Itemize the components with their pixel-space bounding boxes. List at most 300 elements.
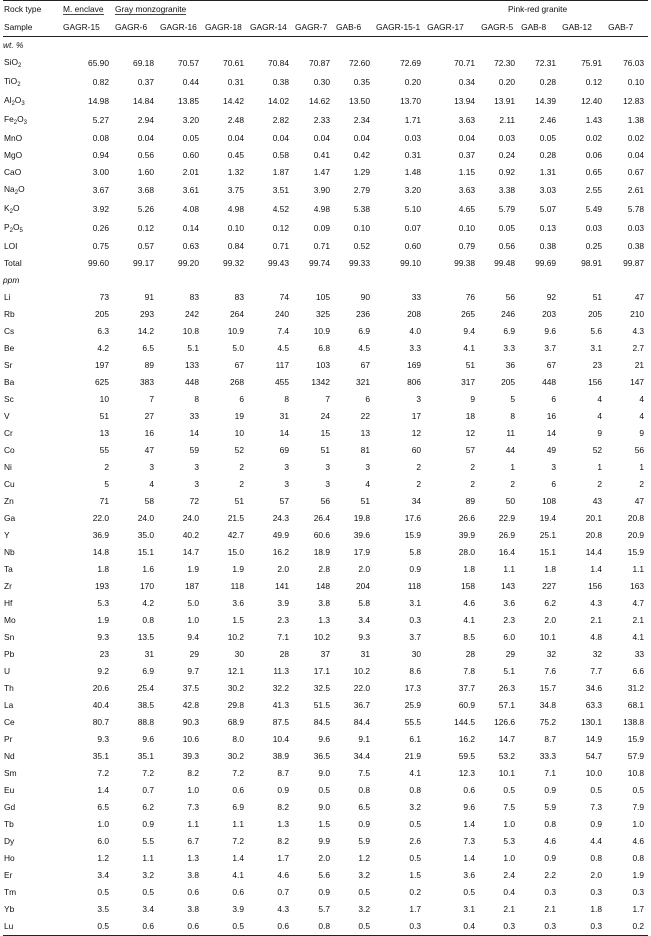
- value-cell: 12.3: [458, 768, 476, 778]
- table-row: [3, 816, 648, 833]
- value-cell: 33: [189, 411, 199, 421]
- value-cell: 36.9: [92, 530, 109, 540]
- value-cell: 9.6: [544, 326, 557, 336]
- value-cell: 2.1: [503, 904, 516, 914]
- value-cell: 6.2: [142, 802, 154, 812]
- value-cell: 99.69: [535, 258, 557, 268]
- table-row: [3, 646, 648, 663]
- value-cell: 0.3: [479, 918, 519, 936]
- value-cell: 0.10: [458, 223, 476, 233]
- value-cell: 9: [470, 394, 476, 404]
- value-cell: 0.6: [187, 887, 199, 897]
- value-cell: 4: [597, 394, 603, 404]
- value-cell: 2: [639, 479, 645, 489]
- value-cell: 5.6: [590, 326, 603, 336]
- value-cell: 52: [234, 445, 244, 455]
- value-cell: 14.42: [223, 96, 244, 106]
- value-cell: 3.20: [404, 185, 422, 195]
- value-cell: 321: [356, 377, 370, 387]
- value-cell: 7.3: [590, 802, 603, 812]
- row-label: CaO: [4, 167, 22, 177]
- row-label: Ga: [4, 513, 16, 523]
- value-cell: 39.9: [458, 530, 476, 540]
- value-cell: 1.6: [142, 564, 154, 574]
- value-cell: 44: [505, 445, 516, 455]
- table-row: [3, 442, 648, 459]
- value-cell: 8.2: [277, 836, 289, 846]
- value-cell: 39.6: [353, 530, 370, 540]
- value-cell: 7.9: [632, 802, 645, 812]
- value-cell: 293: [140, 309, 154, 319]
- value-cell: 0.6: [158, 918, 203, 936]
- value-cell: 1.8: [97, 564, 109, 574]
- value-cell: 9.7: [187, 666, 199, 676]
- rock-type-header-row: [3, 1, 648, 19]
- value-cell: 3.7: [544, 343, 557, 353]
- value-cell: 0.05: [498, 223, 516, 233]
- value-cell: 1: [639, 462, 645, 472]
- value-cell: 0.5: [334, 918, 374, 936]
- value-cell: 0.6: [113, 918, 158, 936]
- value-cell: 58: [144, 496, 154, 506]
- value-cell: 2.8: [318, 564, 330, 574]
- table-row: [3, 219, 648, 238]
- value-cell: 3.4: [358, 615, 370, 625]
- table-row: [3, 867, 648, 884]
- value-cell: 0.84: [227, 241, 244, 251]
- value-cell: 0.5: [409, 853, 422, 863]
- value-cell: 0.04: [458, 133, 476, 143]
- table-row: [3, 425, 648, 442]
- value-cell: 83: [234, 292, 244, 302]
- value-cell: 37: [320, 649, 330, 659]
- value-cell: 0.37: [458, 150, 476, 160]
- value-cell: 20.9: [627, 530, 645, 540]
- value-cell: 0.52: [353, 241, 370, 251]
- value-cell: 8.7: [544, 734, 557, 744]
- sample-header-cell: GAGR-17: [425, 18, 479, 37]
- value-cell: 1: [597, 462, 603, 472]
- value-cell: 103: [316, 360, 330, 370]
- row-label: MnO: [4, 133, 23, 143]
- value-cell: 10.2: [353, 666, 370, 676]
- value-cell: 2: [416, 462, 422, 472]
- value-cell: 2.33: [313, 115, 330, 125]
- value-cell: 99.20: [178, 258, 199, 268]
- row-label: Sr: [4, 360, 13, 370]
- value-cell: 118: [230, 581, 244, 591]
- value-cell: 30.2: [227, 683, 244, 693]
- value-cell: 9.6: [463, 802, 476, 812]
- value-cell: 14: [279, 428, 289, 438]
- value-cell: 8: [194, 394, 199, 404]
- row-label: $Fe_2O_3$: [4, 114, 27, 126]
- table-row: [3, 476, 648, 493]
- value-cell: 2.48: [227, 115, 244, 125]
- value-cell: 4.1: [409, 768, 422, 778]
- row-label: Y: [4, 530, 10, 540]
- value-cell: 1.0: [187, 615, 199, 625]
- value-cell: 0.31: [227, 77, 244, 87]
- value-cell: 1.9: [632, 870, 645, 880]
- value-cell: 30: [411, 649, 422, 659]
- value-cell: 0.20: [404, 77, 422, 87]
- value-cell: 2.79: [353, 185, 370, 195]
- value-cell: 1.4: [97, 785, 109, 795]
- value-cell: 4.2: [97, 343, 109, 353]
- value-cell: 87.5: [272, 717, 289, 727]
- value-cell: 10.1: [498, 768, 516, 778]
- value-cell: 51: [99, 411, 109, 421]
- value-cell: 0.12: [585, 77, 603, 87]
- value-cell: 0.5: [590, 785, 603, 795]
- value-cell: 17.9: [353, 547, 370, 557]
- value-cell: 1.4: [463, 819, 476, 829]
- value-cell: 9.9: [318, 836, 330, 846]
- value-cell: 0.5: [503, 785, 516, 795]
- value-cell: 3.20: [182, 115, 199, 125]
- value-cell: 74: [279, 292, 289, 302]
- value-cell: 20.8: [585, 530, 603, 540]
- value-cell: 8.2: [277, 802, 289, 812]
- value-cell: 7: [149, 394, 154, 404]
- value-cell: 240: [275, 309, 289, 319]
- value-cell: 9: [639, 428, 645, 438]
- value-cell: 51: [592, 292, 603, 302]
- value-cell: 5.1: [187, 343, 199, 353]
- value-cell: 2.01: [182, 167, 199, 177]
- sample-header-cell: GAB-7: [606, 18, 648, 37]
- value-cell: 0.45: [227, 150, 244, 160]
- value-cell: 11.3: [273, 666, 289, 676]
- table-row: [3, 612, 648, 629]
- value-cell: 0.38: [272, 77, 289, 87]
- value-cell: 20.8: [627, 513, 645, 523]
- value-cell: 0.56: [498, 241, 516, 251]
- value-cell: 3.1: [463, 904, 476, 914]
- value-cell: 4: [639, 394, 645, 404]
- value-cell: 22.0: [92, 513, 109, 523]
- row-label: $Al_2O_3$: [4, 95, 25, 107]
- value-cell: 0.12: [272, 223, 289, 233]
- value-cell: 0.4: [425, 918, 479, 936]
- table-row: [3, 54, 648, 73]
- value-cell: 156: [588, 377, 603, 387]
- value-cell: 1.8: [544, 564, 557, 574]
- value-cell: 0.31: [404, 150, 422, 160]
- value-cell: 169: [407, 360, 422, 370]
- sample-header-cell: GAGR-16: [158, 18, 203, 37]
- value-cell: 90: [360, 292, 370, 302]
- row-label: Lu: [3, 918, 61, 936]
- value-cell: 40.2: [182, 530, 199, 540]
- value-cell: 0.8: [632, 853, 645, 863]
- value-cell: 197: [95, 360, 109, 370]
- value-cell: 4.08: [182, 204, 199, 214]
- table-row: [3, 130, 648, 147]
- row-label: Be: [4, 343, 15, 353]
- value-cell: 6.8: [318, 343, 330, 353]
- value-cell: 0.63: [182, 241, 199, 251]
- value-cell: 3.2: [358, 870, 370, 880]
- row-label: Eu: [4, 785, 15, 795]
- value-cell: 0.3: [632, 887, 645, 897]
- value-cell: 56: [634, 445, 645, 455]
- value-cell: 1.7: [409, 904, 422, 914]
- value-cell: 143: [501, 581, 516, 591]
- value-cell: 10: [234, 428, 244, 438]
- table-row: [3, 510, 648, 527]
- value-cell: 12.83: [623, 96, 645, 106]
- value-cell: 69: [279, 445, 289, 455]
- value-cell: 7.8: [463, 666, 476, 676]
- table-row: [3, 493, 648, 510]
- value-cell: 3.2: [142, 870, 154, 880]
- table-row: [3, 111, 648, 130]
- value-cell: 75.91: [581, 58, 603, 68]
- value-cell: 99.87: [623, 258, 645, 268]
- value-cell: 16.2: [458, 734, 476, 744]
- row-label: Cs: [4, 326, 15, 336]
- sample-header-cell: GAB-8: [519, 18, 560, 37]
- section-title: ppm: [3, 275, 20, 285]
- sample-label: Sample: [3, 18, 61, 37]
- row-label: Nd: [4, 751, 15, 761]
- value-cell: 99.33: [349, 258, 370, 268]
- value-cell: 5.26: [137, 204, 154, 214]
- value-cell: 3.9: [277, 598, 289, 608]
- value-cell: 70.87: [309, 58, 330, 68]
- value-cell: 2: [470, 479, 476, 489]
- row-label: LOI: [4, 241, 18, 251]
- value-cell: 1.5: [318, 819, 330, 829]
- value-cell: 3.75: [227, 185, 244, 195]
- value-cell: 8.7: [277, 768, 289, 778]
- value-cell: 13.91: [494, 96, 516, 106]
- value-cell: 0.06: [585, 150, 603, 160]
- value-cell: 5.10: [404, 204, 422, 214]
- value-cell: 6.5: [358, 802, 370, 812]
- value-cell: 1.4: [463, 853, 476, 863]
- value-cell: 2.0: [358, 564, 370, 574]
- row-label: Zr: [4, 581, 12, 591]
- value-cell: 34.8: [539, 700, 557, 710]
- value-cell: 0.7: [142, 785, 154, 795]
- value-cell: 6.3: [97, 326, 109, 336]
- value-cell: 268: [230, 377, 244, 387]
- value-cell: 72.69: [400, 58, 422, 68]
- value-cell: 13: [99, 428, 109, 438]
- value-cell: 25.9: [404, 700, 422, 710]
- value-cell: 205: [501, 377, 516, 387]
- value-cell: 0.28: [539, 150, 557, 160]
- value-cell: 8.6: [409, 666, 422, 676]
- value-cell: 19.4: [539, 513, 557, 523]
- value-cell: 0.2: [606, 918, 648, 936]
- value-cell: 1.29: [353, 167, 370, 177]
- value-cell: 57: [279, 496, 289, 506]
- value-cell: 3.92: [92, 204, 109, 214]
- value-cell: 0.5: [61, 918, 113, 936]
- value-cell: 3.6: [232, 598, 244, 608]
- value-cell: 0.65: [585, 167, 603, 177]
- table-row: [3, 459, 648, 476]
- value-cell: 14.4: [585, 547, 603, 557]
- value-cell: 5.3: [97, 598, 109, 608]
- section-header-row: [3, 37, 648, 55]
- value-cell: 10.2: [227, 632, 244, 642]
- value-cell: 0.71: [313, 241, 330, 251]
- value-cell: 0.10: [353, 223, 370, 233]
- value-cell: 1342: [311, 377, 330, 387]
- value-cell: 0.58: [272, 150, 289, 160]
- value-cell: 0.5: [203, 918, 248, 936]
- value-cell: 317: [461, 377, 476, 387]
- table-row: [3, 884, 648, 901]
- value-cell: 4.2: [142, 598, 154, 608]
- value-cell: 141: [275, 581, 289, 591]
- value-cell: 0.2: [409, 887, 422, 897]
- value-cell: 108: [542, 496, 557, 506]
- value-cell: 15.9: [404, 530, 422, 540]
- value-cell: 0.5: [632, 785, 645, 795]
- value-cell: 6.0: [503, 632, 516, 642]
- value-cell: 1.7: [632, 904, 645, 914]
- value-cell: 14.39: [535, 96, 557, 106]
- value-cell: 0.60: [182, 150, 199, 160]
- value-cell: 5.3: [503, 836, 516, 846]
- value-cell: 14: [546, 428, 557, 438]
- group-pink-red-granite: Pink-red granite: [508, 4, 568, 14]
- value-cell: 0.41: [313, 150, 330, 160]
- value-cell: 99.32: [223, 258, 244, 268]
- value-cell: 0.9: [544, 853, 557, 863]
- row-label: TiO$_2$: [4, 76, 21, 88]
- value-cell: 4.3: [277, 904, 289, 914]
- value-cell: 49.9: [272, 530, 289, 540]
- row-label: Total: [4, 258, 22, 268]
- value-cell: 2.1: [544, 904, 557, 914]
- value-cell: 0.57: [137, 241, 154, 251]
- value-cell: 4.5: [358, 343, 370, 353]
- table-row: [3, 595, 648, 612]
- value-cell: 187: [185, 581, 199, 591]
- value-cell: 0.02: [585, 133, 603, 143]
- value-cell: 14.62: [309, 96, 330, 106]
- row-label: MgO: [4, 150, 23, 160]
- value-cell: 19.8: [353, 513, 370, 523]
- value-cell: 12: [465, 428, 476, 438]
- value-cell: 5.9: [358, 836, 370, 846]
- value-cell: 6.0: [97, 836, 109, 846]
- value-cell: 0.5: [463, 887, 476, 897]
- value-cell: 3.6: [503, 598, 516, 608]
- value-cell: 4.0: [409, 326, 422, 336]
- value-cell: 3.4: [142, 904, 154, 914]
- value-cell: 7.1: [277, 632, 289, 642]
- row-label: Nb: [4, 547, 15, 557]
- value-cell: 26.6: [458, 513, 476, 523]
- row-label: Tm: [4, 887, 17, 897]
- value-cell: 148: [316, 581, 330, 591]
- table-row: [3, 918, 648, 936]
- value-cell: 99.48: [494, 258, 516, 268]
- value-cell: 1.71: [404, 115, 422, 125]
- row-label: U: [4, 666, 11, 676]
- table-row: [3, 147, 648, 164]
- value-cell: 34: [411, 496, 422, 506]
- value-cell: 2.11: [499, 115, 516, 125]
- value-cell: 2.0: [277, 564, 289, 574]
- value-cell: 2: [239, 479, 244, 489]
- value-cell: 0.04: [353, 133, 370, 143]
- value-cell: 24: [320, 411, 330, 421]
- value-cell: 3.8: [187, 904, 199, 914]
- value-cell: 0.03: [498, 133, 516, 143]
- sample-header-cell: GAGR-15: [61, 18, 113, 37]
- value-cell: 3.6: [463, 870, 476, 880]
- value-cell: 1.43: [585, 115, 603, 125]
- value-cell: 14.84: [133, 96, 154, 106]
- value-cell: 264: [230, 309, 244, 319]
- value-cell: 22.0: [353, 683, 370, 693]
- value-cell: 0.82: [92, 77, 109, 87]
- value-cell: 455: [275, 377, 289, 387]
- value-cell: 2.61: [627, 185, 645, 195]
- value-cell: 5.5: [142, 836, 154, 846]
- value-cell: 1.87: [272, 167, 289, 177]
- value-cell: 9.4: [187, 632, 199, 642]
- value-cell: 6: [551, 394, 557, 404]
- sample-header-cell: GAGR-14: [248, 18, 293, 37]
- value-cell: 1.1: [142, 853, 154, 863]
- value-cell: 10.8: [182, 326, 199, 336]
- value-cell: 10.4: [272, 734, 289, 744]
- value-cell: 0.12: [137, 223, 154, 233]
- value-cell: 3: [365, 462, 370, 472]
- value-cell: 16: [546, 411, 557, 421]
- value-cell: 4.1: [632, 632, 645, 642]
- row-label: Sc: [4, 394, 14, 404]
- value-cell: 29: [505, 649, 516, 659]
- value-cell: 10.2: [313, 632, 330, 642]
- table-row: [3, 200, 648, 219]
- value-cell: 0.9: [358, 819, 370, 829]
- value-cell: 14.7: [182, 547, 199, 557]
- value-cell: 14.2: [137, 326, 154, 336]
- value-cell: 204: [356, 581, 370, 591]
- value-cell: 3.51: [272, 185, 289, 195]
- value-cell: 99.17: [133, 258, 154, 268]
- value-cell: 21.9: [404, 751, 422, 761]
- value-cell: 3.7: [409, 632, 422, 642]
- sample-header-cell: GAGR-18: [203, 18, 248, 37]
- sample-header-row: [3, 18, 648, 37]
- value-cell: 33: [411, 292, 422, 302]
- value-cell: 26.3: [498, 683, 516, 693]
- table-row: [3, 164, 648, 181]
- value-cell: 1.2: [358, 853, 370, 863]
- value-cell: 208: [407, 309, 422, 319]
- value-cell: 4.6: [277, 870, 289, 880]
- value-cell: 1.9: [187, 564, 199, 574]
- value-cell: 7.5: [358, 768, 370, 778]
- value-cell: 14.98: [88, 96, 109, 106]
- value-cell: 3: [325, 462, 330, 472]
- value-cell: 37.7: [458, 683, 476, 693]
- value-cell: 3.00: [92, 167, 109, 177]
- value-cell: 203: [542, 309, 557, 319]
